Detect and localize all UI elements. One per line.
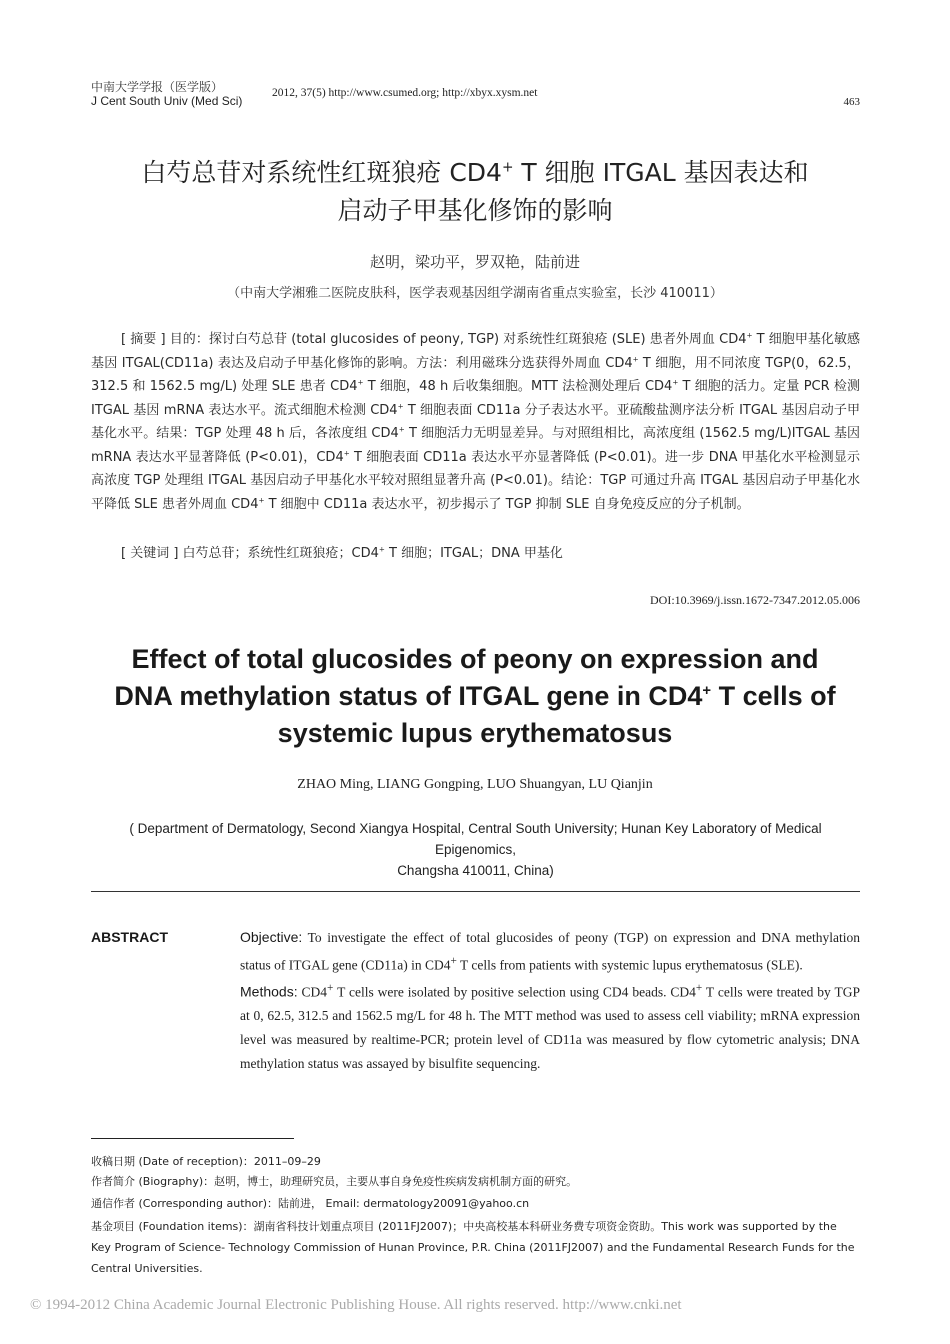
english-title-line-1: Effect of total glucosides of peony on expression and [131, 644, 819, 674]
copyright-notice: © 1994-2012 China Academic Journal Electronic Publishing House. All rights reserved. http://www.cnki.net [30, 1297, 682, 1313]
footnote-rule [91, 1138, 294, 1139]
chinese-title [60, 154, 890, 230]
footnote-received: 收稿日期 (Date of reception)：2011–09–29 [91, 1155, 321, 1168]
journal-name-en: J Cent South Univ (Med Sci) [91, 94, 243, 108]
english-abstract [240, 926, 860, 1076]
doi: DOI:10.3969/j.issn.1672-7347.2012.05.006 [650, 593, 860, 607]
abstract-objective: Objective: To investigate the effect of total glucosides of peony (TGP) on expression and DNA methylation status of ITGAL gene (CD11a) in CD4+ T cells from patients with systemic lupus erythematosus (SLE). [240, 929, 860, 973]
issue-and-urls: 2012, 37(5) http://www.csumed.org; http://xbyx.xysm.net [272, 87, 538, 99]
footnote-biography: 作者简介 (Biography)：赵明，博士，助理研究员，主要从事自身免疫性疾病发病机制方面的研究。 [91, 1175, 578, 1188]
english-authors: ZHAO Ming, LIANG Gongping, LUO Shuangyan, LU Qianjin [297, 777, 653, 792]
english-title-line-3: systemic lupus erythematosus [277, 718, 673, 748]
page-number: 463 [843, 96, 860, 108]
abstract-methods: Methods: CD4+ T cells were isolated by positive selection using CD4 beads. CD4+ T cells were treated by TGP at 0, 62.5, 312.5 and 1562.5 mg/L for 48 h. The MTT method was used to assess cell viability; mRNA expression level was measured by realtime-PCR; protein level of CD11a was measured by flow cytometric analysis; DNA methylation status was assayed by bisulfite sequencing. [240, 982, 860, 1071]
footnote-foundation: 基金项目 (Foundation items)：湖南省科技计划重点项目 (2011FJ2007)；中央高校基本科研业务费专项资金资助。This work was supported by the Key Program of Science- Technology Commission of Hunan Province, P.R. China (2011FJ2007) and the Fundamental Research Funds for the Central Universities. [91, 1220, 855, 1275]
english-affiliation [91, 818, 860, 881]
chinese-abstract: [ 摘要 ] 目的：探讨白芍总苷 (total glucosides of peony, TGP) 对系统性红斑狼疮 (SLE) 患者外周血 CD4+ T 细胞甲基化敏感基因 ITGAL(CD11a) 表达及启动子甲基化修饰的影响。方法：利用磁珠分选获得外周血 CD4+ T 细胞，用不同浓度 TGP(0，62.5，312.5 和 1562.5 mg/L) 处理 SLE 患者 CD4+ T 细胞，48 h 后收集细胞。MTT 法检测处理后 CD4+ T 细胞的活力。定量 PCR 检测 ITGAL 基因 mRNA 表达水平。流式细胞术检测 CD4+ T 细胞表面 CD11a 分子表达水平。亚硫酸盐测序法分析 ITGAL 基因启动子甲基化水平。结果：TGP 处理 48 h 后，各浓度组 CD4+ T 细胞活力无明显差异。与对照组相比，高浓度组 (1562.5 mg/L)ITGAL 基因 mRNA 表达水平显著降低 (P<0.01)，CD4+ T 细胞表面 CD11a 表达水平亦显著降低 (P<0.01)。进一步 DNA 甲基化水平检测显示高浓度 TGP 处理组 ITGAL 基因启动子甲基化水平较对照组显著升高 (P<0.01)。结论：TGP 可通过升高 ITGAL 基因启动子甲基化水平降低 SLE 患者外周血 CD4+ T 细胞中 CD11a 表达水平，初步揭示了 TGP 抑制 SLE 自身免疫反应的分子机制。 [91, 330, 861, 512]
abstract-label: ABSTRACT [91, 929, 168, 945]
chinese-title-line-2: 启动子甲基化修饰的影响 [337, 196, 613, 225]
english-title [60, 641, 890, 752]
footnote-corresponding: 通信作者 (Corresponding author)：陆前进， Email: dermatology20091@yahoo.cn [91, 1197, 530, 1210]
journal-name-cn: 中南大学学报（医学版） [91, 80, 224, 94]
chinese-authors: 赵明，梁功平，罗双艳，陆前进 [369, 253, 580, 271]
chinese-affiliation: （中南大学湘雅二医院皮肤科，医学表观基因组学湖南省重点实验室，长沙 410011） [227, 286, 723, 301]
section-divider [91, 891, 860, 892]
english-title-line-2: DNA methylation status of ITGAL gene in CD4+ T cells of [114, 681, 836, 711]
english-affiliation-line-1: ( Department of Dermatology, Second Xiangya Hospital, Central South University; Hunan Key Laboratory of Medical Epigenomics, [129, 821, 822, 857]
chinese-title-line-1: 白芍总苷对系统性红斑狼疮 CD4+ T 细胞 ITGAL 基因表达和 [141, 158, 809, 187]
chinese-keywords: [ 关键词 ] 白芍总苷；系统性红斑狼疮；CD4+ T 细胞；ITGAL；DNA 甲基化 [121, 544, 563, 561]
english-affiliation-line-2: Changsha 410011, China) [397, 863, 554, 878]
